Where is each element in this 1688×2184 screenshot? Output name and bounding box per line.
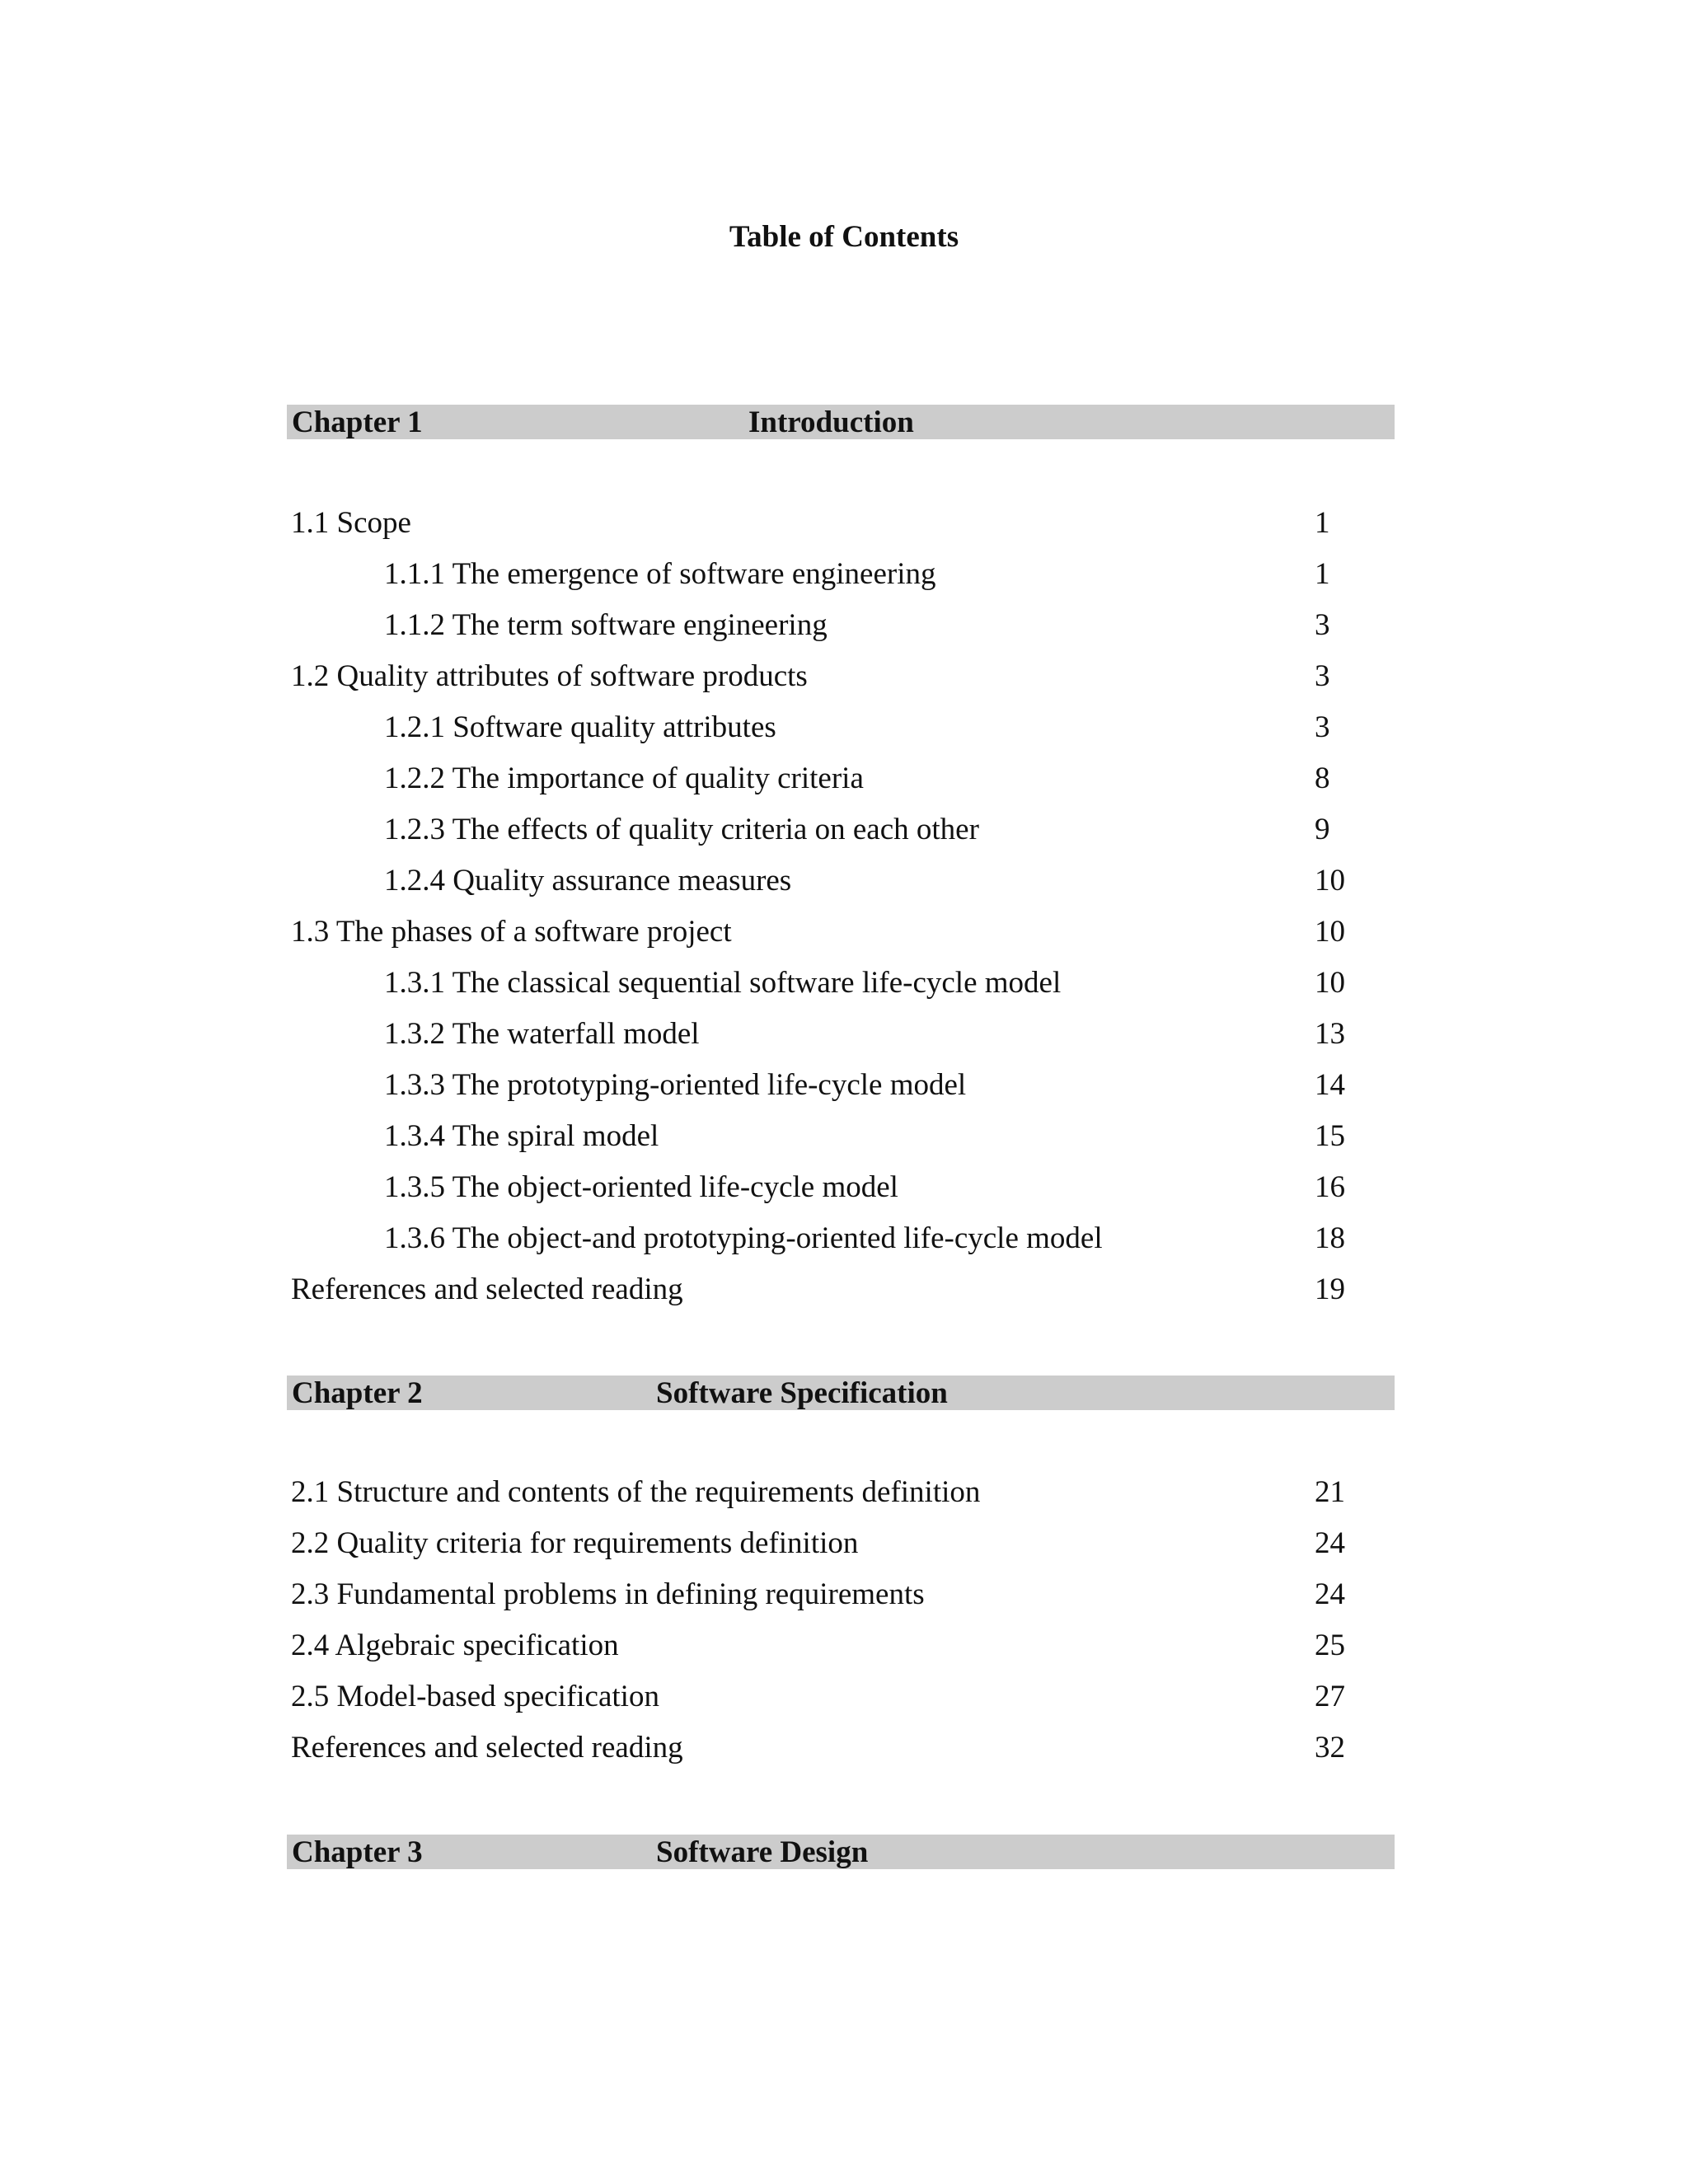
toc-entry-title: 1.2.4 Quality assurance measures bbox=[384, 864, 792, 898]
toc-entry bbox=[291, 907, 1362, 958]
toc-entry-page-number: 24 bbox=[1315, 1577, 1345, 1611]
toc-entry-title: 1.3.1 The classical sequential software life-cycle model bbox=[384, 966, 1062, 1000]
toc-entry-title: References and selected reading bbox=[291, 1272, 683, 1306]
toc-entry bbox=[291, 549, 1362, 600]
toc-entry-title: 1.3.6 The object-and prototyping-oriented life-cycle model bbox=[384, 1221, 1103, 1255]
toc-entry bbox=[291, 1162, 1362, 1213]
toc-entry bbox=[291, 958, 1362, 1009]
toc-entry-page-number: 19 bbox=[1315, 1272, 1345, 1306]
toc-entry-page-number: 13 bbox=[1315, 1017, 1345, 1051]
toc-entry-title: References and selected reading bbox=[291, 1731, 683, 1765]
toc-entry-title: 1.2.3 The effects of quality criteria on each other bbox=[384, 813, 979, 846]
toc-entry-title: 1.3.2 The waterfall model bbox=[384, 1017, 700, 1051]
toc-entry bbox=[291, 855, 1362, 907]
toc-entry-page-number: 3 bbox=[1315, 659, 1330, 693]
toc-entry-page-number: 10 bbox=[1315, 915, 1345, 949]
chapter-1-title: Introduction bbox=[748, 405, 914, 439]
toc-entry-title: 1.2 Quality attributes of software products bbox=[291, 659, 808, 693]
toc-entry-title: 1.1.1 The emergence of software engineering bbox=[384, 557, 936, 591]
chapter-3-title: Software Design bbox=[656, 1835, 869, 1869]
toc-entry bbox=[291, 1213, 1362, 1264]
toc-entry bbox=[291, 1467, 1362, 1518]
toc-entry-title: 1.3.3 The prototyping-oriented life-cycle model bbox=[384, 1068, 967, 1102]
toc-entry-title: 1.1.2 The term software engineering bbox=[384, 608, 828, 642]
toc-entry-title: 2.4 Algebraic specification bbox=[291, 1629, 619, 1662]
chapter-1-number: Chapter 1 bbox=[292, 405, 423, 439]
toc-entry-page-number: 18 bbox=[1315, 1221, 1345, 1255]
toc-entry bbox=[291, 1518, 1362, 1569]
chapter-2-number: Chapter 2 bbox=[292, 1376, 423, 1410]
toc-entry-page-number: 10 bbox=[1315, 966, 1345, 1000]
toc-entry-title: 1.3.4 The spiral model bbox=[384, 1119, 659, 1153]
toc-entry-page-number: 8 bbox=[1315, 762, 1330, 795]
toc-entry bbox=[291, 753, 1362, 804]
toc-entry-page-number: 32 bbox=[1315, 1731, 1345, 1765]
toc-entry bbox=[291, 804, 1362, 855]
toc-entry bbox=[291, 1569, 1362, 1620]
toc-entry-page-number: 10 bbox=[1315, 864, 1345, 898]
toc-entry-page-number: 15 bbox=[1315, 1119, 1345, 1153]
toc-entry bbox=[291, 1722, 1362, 1774]
chapter-3-header bbox=[287, 1835, 1395, 1869]
toc-entry bbox=[291, 1671, 1362, 1722]
toc-entry-page-number: 21 bbox=[1315, 1475, 1345, 1509]
toc-entry-page-number: 3 bbox=[1315, 608, 1330, 642]
chapter-3-number: Chapter 3 bbox=[292, 1835, 423, 1869]
toc-entry bbox=[291, 1264, 1362, 1315]
toc-entry-title: 1.2.1 Software quality attributes bbox=[384, 710, 776, 744]
toc-entry-title: 2.2 Quality criteria for requirements definition bbox=[291, 1526, 859, 1560]
toc-entry-title: 1.3 The phases of a software project bbox=[291, 915, 732, 949]
toc-entry bbox=[291, 1111, 1362, 1162]
toc-entry bbox=[291, 1009, 1362, 1060]
toc-entry-page-number: 14 bbox=[1315, 1068, 1345, 1102]
chapter-2-header bbox=[287, 1376, 1395, 1410]
toc-entry-title: 2.1 Structure and contents of the requirements definition bbox=[291, 1475, 981, 1509]
toc-entry-page-number: 24 bbox=[1315, 1526, 1345, 1560]
toc-entry-title: 2.5 Model-based specification bbox=[291, 1680, 659, 1713]
chapter-2-title: Software Specification bbox=[656, 1376, 948, 1410]
chapter-1-entries bbox=[291, 498, 1362, 1315]
toc-entry bbox=[291, 651, 1362, 702]
toc-entry-page-number: 27 bbox=[1315, 1680, 1345, 1713]
toc-entry bbox=[291, 702, 1362, 753]
chapter-1-header bbox=[287, 405, 1395, 439]
toc-entry-title: 2.3 Fundamental problems in defining requirements bbox=[291, 1577, 925, 1611]
chapter-2-entries bbox=[291, 1467, 1362, 1774]
toc-entry-page-number: 9 bbox=[1315, 813, 1330, 846]
toc-entry-page-number: 16 bbox=[1315, 1170, 1345, 1204]
toc-entry bbox=[291, 600, 1362, 651]
toc-entry bbox=[291, 1620, 1362, 1671]
toc-entry-page-number: 1 bbox=[1315, 506, 1330, 540]
toc-entry-title: 1.3.5 The object-oriented life-cycle model bbox=[384, 1170, 898, 1204]
toc-entry-page-number: 3 bbox=[1315, 710, 1330, 744]
toc-entry bbox=[291, 498, 1362, 549]
toc-entry-page-number: 1 bbox=[1315, 557, 1330, 591]
toc-entry bbox=[291, 1060, 1362, 1111]
page-title: Table of Contents bbox=[729, 220, 959, 254]
toc-entry-title: 1.1 Scope bbox=[291, 506, 411, 540]
toc-entry-page-number: 25 bbox=[1315, 1629, 1345, 1662]
toc-entry-title: 1.2.2 The importance of quality criteria bbox=[384, 762, 864, 795]
